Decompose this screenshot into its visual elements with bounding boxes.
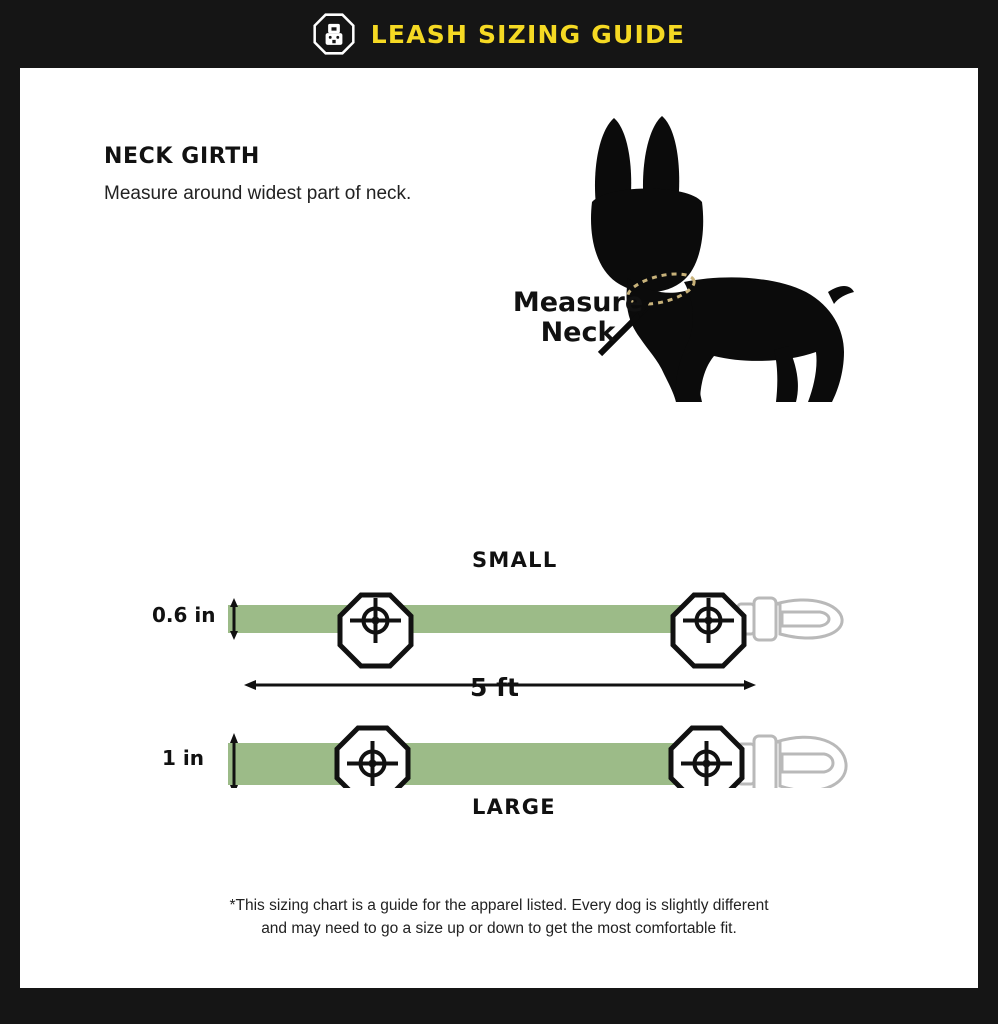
large-size-label: LARGE: [472, 795, 556, 819]
measure-neck-label: [498, 288, 658, 348]
measure-neck-line1: Measure: [512, 287, 644, 318]
french-bulldog-silhouette-icon: [488, 106, 860, 428]
leash-length-label: 5 ft: [470, 673, 519, 702]
double-headed-arrow-icon: [244, 680, 756, 690]
octagon-dog-logo-icon: [313, 13, 355, 55]
large-badge-left-icon: [337, 728, 408, 788]
sizing-footnote: [149, 894, 849, 941]
small-snap-hook-icon: [738, 598, 842, 640]
neck-girth-section: [104, 144, 504, 205]
large-snap-hook-icon: [738, 736, 846, 788]
leash-diagram: [20, 468, 978, 819]
small-width-label: 0.6 in: [152, 603, 216, 627]
small-leash-graphic: [228, 595, 842, 666]
neck-girth-description: Measure around widest part of neck.: [104, 183, 412, 204]
measure-neck-line2: Neck: [540, 317, 616, 349]
neck-girth-title: NECK GIRTH: [104, 144, 260, 169]
large-leash-graphic: [228, 728, 846, 788]
page-header: [0, 0, 998, 68]
page-title: LEASH SIZING GUIDE: [370, 19, 686, 49]
small-badge-left-icon: [340, 595, 411, 666]
small-badge-right-icon: [673, 595, 744, 666]
large-width-label: 1 in: [162, 746, 204, 770]
footnote-line-1: *This sizing chart is a guide for the apparel listed. Every dog is slightly different: [229, 897, 769, 914]
sizing-guide-card: [20, 68, 978, 988]
footnote-line-2: and may need to go a size up or down to get the most comfortable fit.: [261, 920, 737, 938]
small-size-label: SMALL: [472, 548, 558, 572]
large-badge-right-icon: [671, 728, 742, 788]
